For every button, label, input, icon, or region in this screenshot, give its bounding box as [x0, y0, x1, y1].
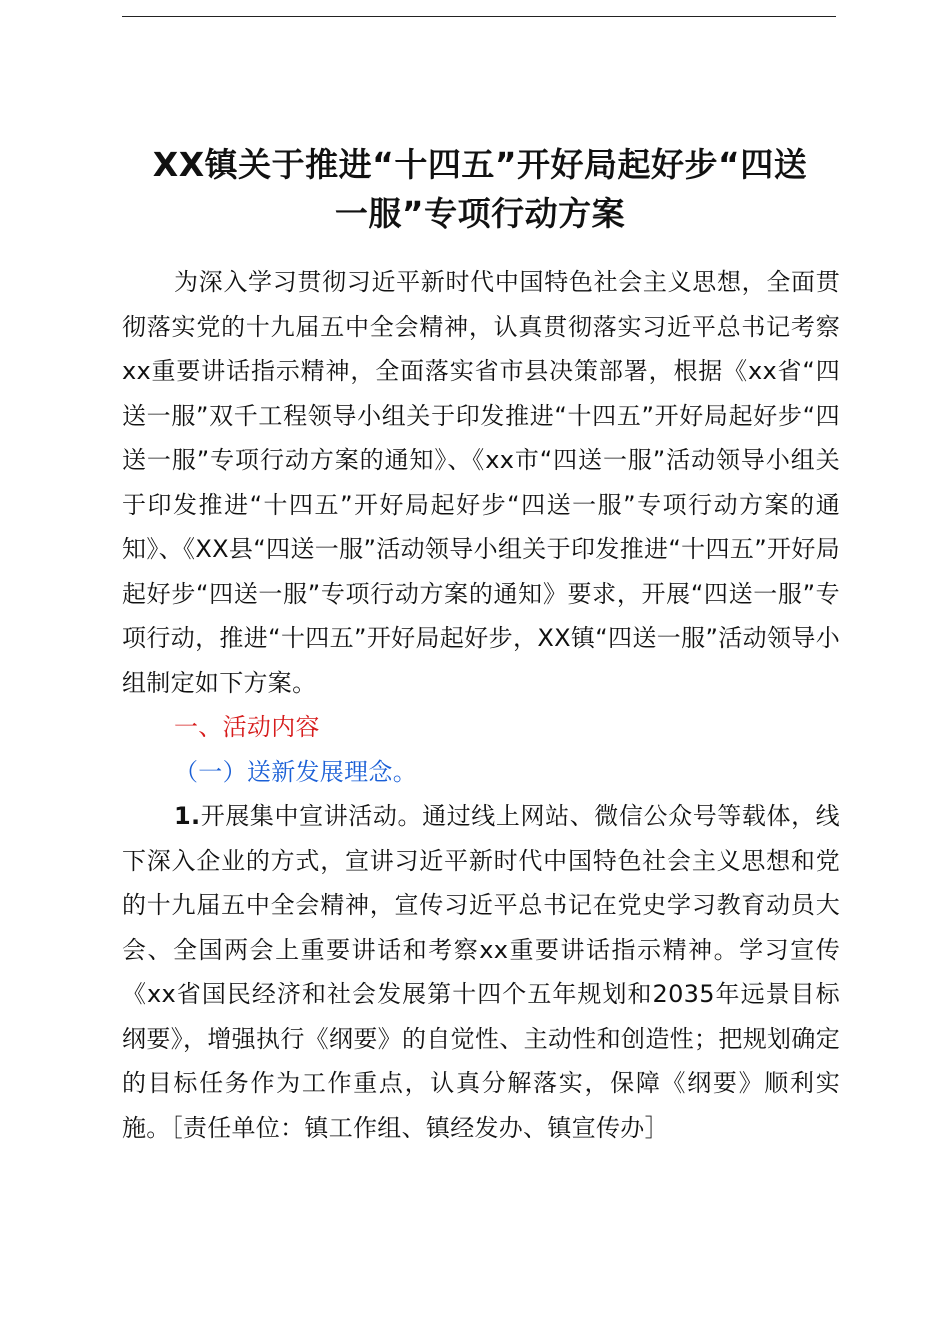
item-1-number: 1. — [174, 802, 201, 830]
section-heading: 一、活动内容 — [174, 713, 320, 741]
item-1-paragraph — [122, 794, 840, 1150]
title-line-2: 一服”专项行动方案 — [334, 194, 626, 233]
subsection-heading: （一）送新发展理念。 — [174, 757, 417, 786]
header-rule — [122, 16, 836, 17]
intro-paragraph: 为深入学习贯彻习近平新时代中国特色社会主义思想，全面贯彻落实党的十九届五中全会精神，认真贯彻落实习近平总书记考察xx重要讲话指示精神，全面落实省市县决策部署，根据《xx省“四送一服”双千工程领导小组关于印发推进“十四五”开好局起好步“四送一服”专项行动方案的通知》、《xx市“四送一服”活动领导小组关于印发推进“十四五”开好局起好步“四送一服”专项行动方案的通知》、《XX县“四送一服”活动领导小组关于印发推进“十四五”开好局起好步“四送一服”专项行动方案的通知》要求，开展“四送一服”专项行动，推进“十四五”开好局起好步，XX镇“四送一服”活动领导小组制定如下方案。 — [122, 268, 840, 697]
title-line-1: XX镇关于推进“十四五”开好局起好步“四送 — [152, 145, 808, 184]
document-body — [122, 260, 840, 1150]
item-1-text: 开展集中宣讲活动。通过线上网站、微信公众号等载体，线下深入企业的方式，宣讲习近平新时代中国特色社会主义思想和党的十九届五中全会精神，宣传习近平总书记在党史学习教育动员大会、全国两会上重要讲话和考察xx重要讲话指示精神。学习宣传《xx省国民经济和社会发展第十四个五年规划和2035年远景目标纲要》，增强执行《纲要》的自觉性、主动性和创造性；把规划确定的目标任务作为工作重点，认真分解落实，保障《纲要》顺利实施。［责任单位：镇工作组、镇经发办、镇宣传办］ — [122, 802, 840, 1142]
document-title — [110, 140, 850, 238]
